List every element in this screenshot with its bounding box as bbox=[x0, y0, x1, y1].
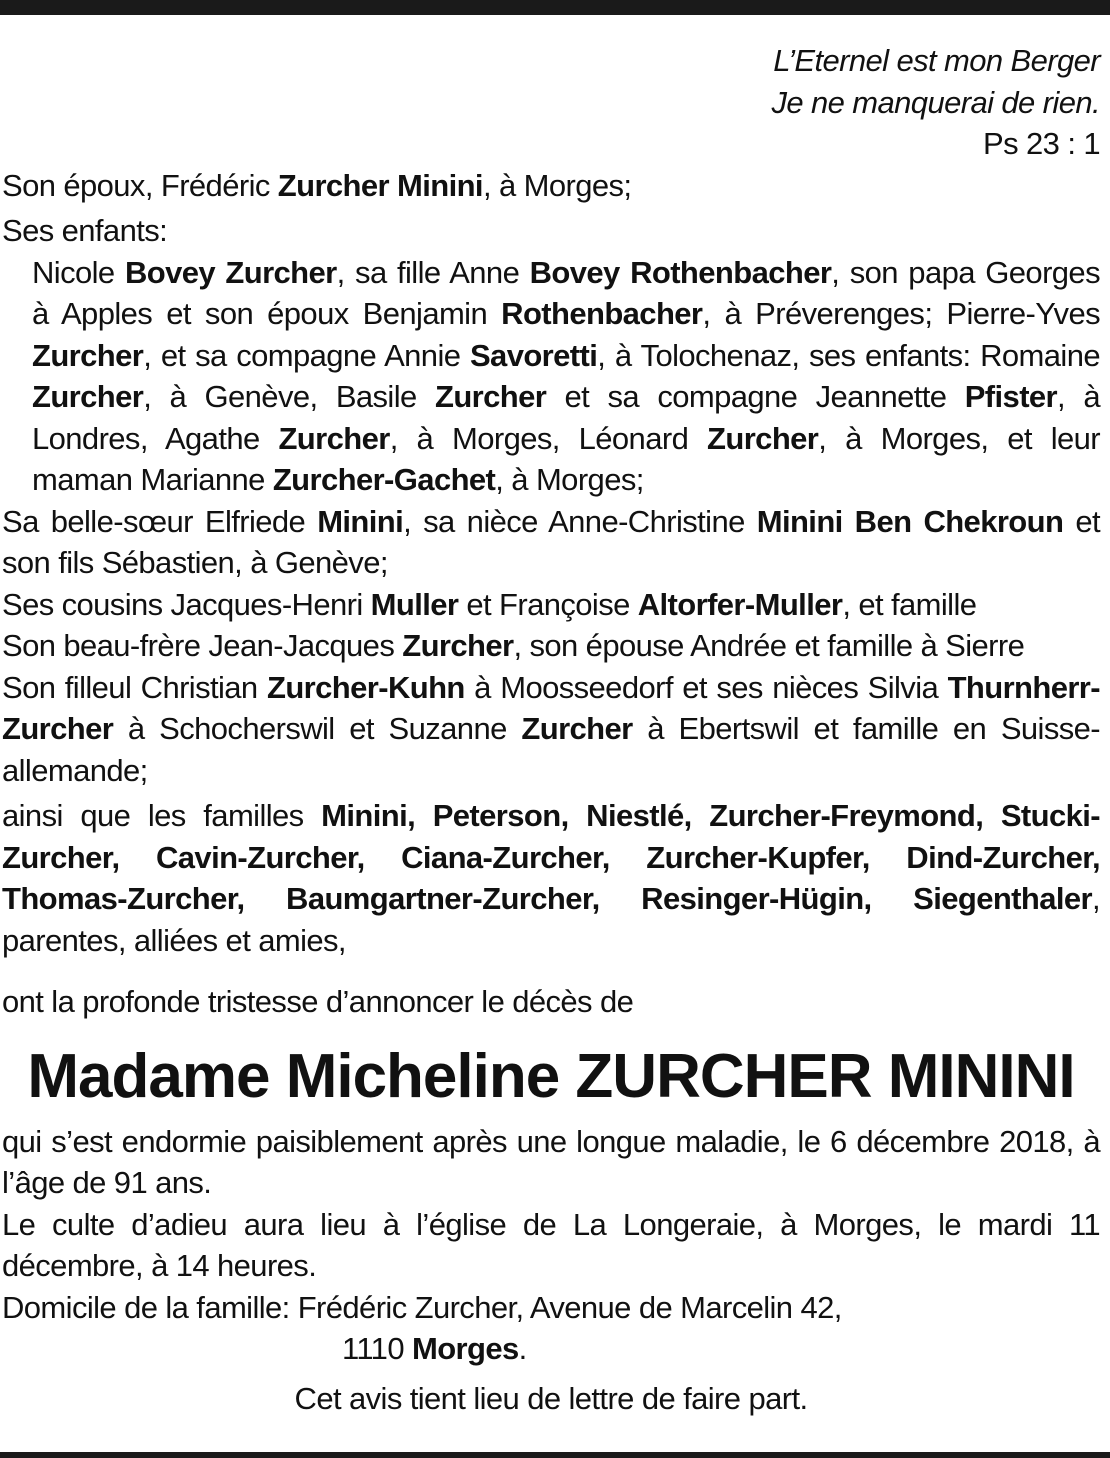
text: , sa fille Anne bbox=[336, 254, 530, 290]
text: et Françoise bbox=[458, 586, 638, 622]
deceased-name: Madame Micheline ZURCHER MININI bbox=[27, 1041, 1075, 1111]
surname: Thurnherr-Zurcher bbox=[2, 669, 1100, 746]
surname: Zurcher-Kuhn bbox=[267, 669, 465, 705]
text: , son papa Georges à Apples et son époux Benjamin bbox=[32, 254, 1100, 331]
text: . bbox=[518, 1331, 527, 1366]
closing-note: Cet avis tient lieu de lettre de faire part. bbox=[294, 1380, 808, 1416]
text: , et sa compagne Annie bbox=[143, 337, 470, 373]
surname: Muller bbox=[370, 586, 459, 622]
text: et son fils Sébastien, à Genève; bbox=[2, 503, 1100, 580]
psalm-line-2: Je ne manquerai de rien. bbox=[771, 84, 1100, 120]
surname: Minini Ben Chekroun bbox=[756, 503, 1064, 539]
surname: Zurcher bbox=[402, 628, 514, 663]
family-names: Minini, Peterson, Niestlé, Zurcher-Freymond, Stucki-Zurcher, Cavin-Zurcher, Ciana-Zurcher, Zurcher-Kupfer, Dind-Zurcher, Thomas-Zurcher, Baumgartner-Zurcher, Resinger-Hügin, Siegenthaler bbox=[2, 798, 1100, 916]
text: , son épouse Andrée et famille à Sierre bbox=[513, 628, 1025, 663]
text: , et famille bbox=[842, 586, 977, 622]
top-border bbox=[0, 0, 1110, 15]
psalm-quote bbox=[2, 40, 1100, 165]
text: , parentes, alliées et amies, bbox=[2, 881, 1100, 958]
text: , à Morges, et leur maman Marianne bbox=[32, 420, 1100, 497]
surname: Zurcher bbox=[32, 337, 144, 373]
surname: Savoretti bbox=[469, 337, 598, 373]
obituary-notice bbox=[2, 40, 1100, 1419]
passing-paragraph: qui s’est endormie paisiblement après une longue maladie, le 6 décembre 2018, à l’âge de 91 ans. bbox=[2, 1123, 1100, 1200]
surname: Rothenbacher bbox=[501, 296, 703, 331]
surname: Altorfer-Muller bbox=[637, 586, 843, 622]
surname: Minini bbox=[317, 503, 404, 539]
children-label: Ses enfants: bbox=[2, 213, 168, 248]
surname: Zurcher bbox=[32, 379, 144, 414]
text: , à Morges, Léonard bbox=[389, 420, 708, 456]
spouse-line bbox=[2, 165, 1100, 207]
families-paragraph bbox=[2, 795, 1100, 961]
children-paragraph bbox=[2, 252, 1100, 501]
brother-in-law-paragraph bbox=[2, 625, 1100, 667]
sister-in-law-paragraph bbox=[2, 501, 1100, 584]
surname: Zurcher bbox=[707, 420, 819, 456]
surname: Zurcher bbox=[434, 379, 547, 414]
domicile-city-line bbox=[2, 1328, 1100, 1370]
text: , à Genève, Basile bbox=[143, 379, 435, 414]
text: Sa belle-sœur Elfriede bbox=[2, 503, 318, 539]
surname: Bovey Zurcher bbox=[124, 254, 337, 290]
psalm-reference: Ps 23 : 1 bbox=[983, 126, 1100, 161]
surname: Zurcher-Gachet bbox=[272, 462, 496, 497]
text: à Ebertswil et famille en Suisse-allemande; bbox=[2, 711, 1101, 788]
surname: Zurcher bbox=[521, 711, 633, 746]
spouse-name: Zurcher Minini bbox=[277, 167, 483, 203]
text: Nicole bbox=[32, 254, 125, 290]
text: à Moosseedorf et ses nièces Silvia bbox=[464, 669, 948, 705]
text: , à Londres, Agathe bbox=[32, 379, 1101, 456]
text: , à Préverenges; Pierre-Yves bbox=[702, 296, 1100, 331]
text: , sa nièce Anne-Christine bbox=[403, 503, 757, 539]
godson-paragraph bbox=[2, 667, 1100, 792]
text: et sa compagne Jeannette bbox=[546, 379, 965, 414]
text: Son filleul Christian bbox=[2, 669, 267, 705]
surname: Zurcher bbox=[278, 420, 390, 456]
surname: Bovey Rothenbacher bbox=[529, 254, 832, 290]
spouse-place: , à Morges; bbox=[482, 167, 632, 203]
surname: Pfister bbox=[964, 379, 1058, 414]
text: Ses cousins Jacques-Henri bbox=[2, 586, 371, 622]
text: Son beau-frère Jean-Jacques bbox=[2, 628, 403, 663]
bottom-border bbox=[0, 1452, 1110, 1458]
psalm-line-1: L’Eternel est mon Berger bbox=[773, 43, 1100, 78]
text: à Schocherswil et Suzanne bbox=[113, 711, 522, 746]
spouse-text: Son époux, Frédéric bbox=[2, 167, 278, 203]
text: ainsi que les familles bbox=[2, 798, 322, 833]
city: Morges bbox=[411, 1331, 519, 1366]
text: , à Morges; bbox=[495, 462, 644, 497]
text: , à Tolochenaz, ses enfants: Romaine bbox=[597, 337, 1100, 373]
announcement: ont la profonde tristesse d’annoncer le décès de bbox=[2, 984, 634, 1019]
service-paragraph: Le culte d’adieu aura lieu à l’église de La Longeraie, à Morges, le mardi 11 décembre, à 14 heures. bbox=[2, 1206, 1100, 1283]
domicile-line: Domicile de la famille: Frédéric Zurcher, Avenue de Marcelin 42, bbox=[2, 1289, 842, 1325]
cousins-paragraph bbox=[2, 584, 1100, 626]
zip-code: 1110 bbox=[342, 1331, 412, 1366]
